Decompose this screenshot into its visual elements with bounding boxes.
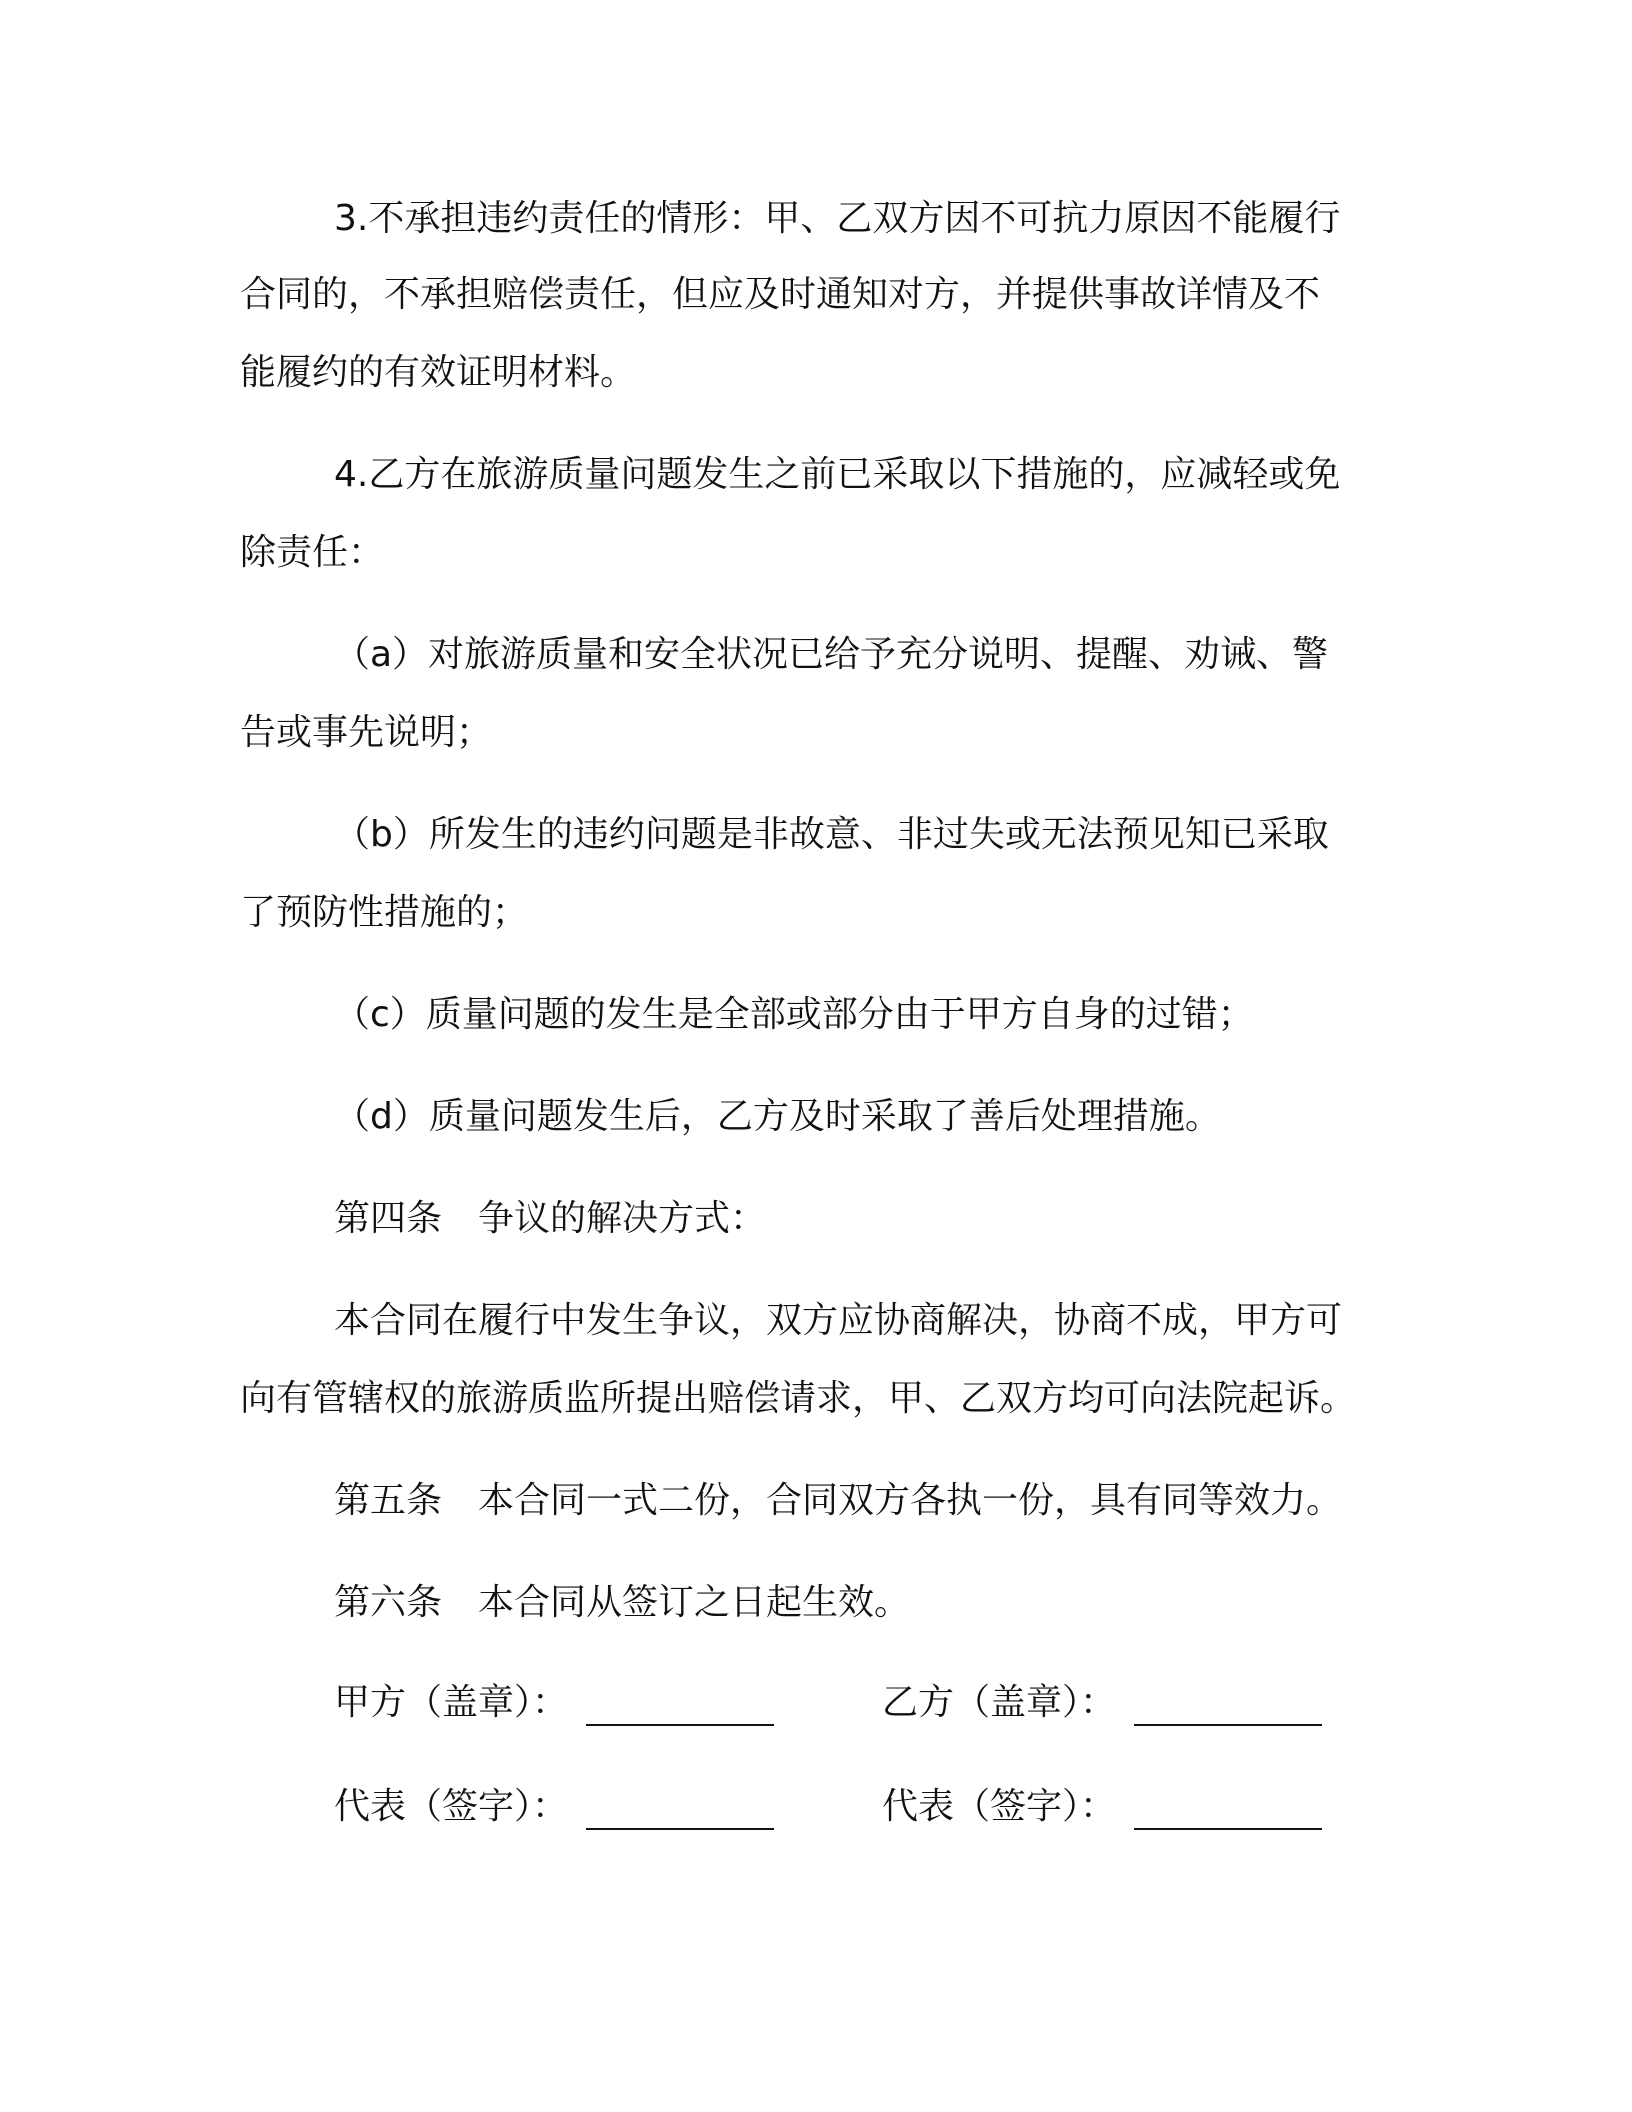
- party-b-seal-field: [882, 1680, 1322, 1726]
- party-a-seal-blank[interactable]: [586, 1692, 774, 1726]
- item-b-line-2: 了预防性措施的；: [240, 892, 529, 933]
- party-a-rep-blank[interactable]: [586, 1796, 774, 1830]
- clause-3-line-1: 3.不承担违约责任的情形：甲、乙双方因不可抗力原因不能履行: [334, 198, 1341, 239]
- clause-3-line-2: 合同的，不承担赔偿责任，但应及时通知对方，并提供事故详情及不: [240, 274, 1321, 315]
- party-b-seal-blank[interactable]: [1134, 1692, 1322, 1726]
- article-4-body-line-2: 向有管辖权的旅游质监所提出赔偿请求，甲、乙双方均可向法院起诉。: [240, 1378, 1357, 1419]
- item-c-line: （c）质量问题的发生是全部或部分由于甲方自身的过错；: [334, 994, 1254, 1035]
- clause-4-line-2: 除责任：: [240, 532, 385, 573]
- article-5: 第五条 本合同一式二份，合同双方各执一份，具有同等效力。: [334, 1480, 1343, 1521]
- party-a-seal-label: 甲方（盖章）：: [334, 1682, 569, 1723]
- party-a-rep-field: [334, 1784, 774, 1830]
- party-b-seal-label: 乙方（盖章）：: [882, 1682, 1117, 1723]
- item-a-line-1: （a）对旅游质量和安全状况已给予充分说明、提醒、劝诫、警: [334, 634, 1329, 675]
- item-d-line: （d）质量问题发生后，乙方及时采取了善后处理措施。: [334, 1096, 1221, 1137]
- party-b-rep-label: 代表（签字）：: [882, 1786, 1117, 1827]
- article-4-body-line-1: 本合同在履行中发生争议，双方应协商解决，协商不成，甲方可: [334, 1300, 1343, 1341]
- party-b-rep-blank[interactable]: [1134, 1796, 1322, 1830]
- party-a-seal-field: [334, 1680, 774, 1726]
- item-a-line-2: 告或事先说明；: [240, 712, 493, 753]
- article-6: 第六条 本合同从签订之日起生效。: [334, 1582, 911, 1623]
- representative-signature-row: [334, 1784, 1394, 1834]
- party-a-rep-label: 代表（签字）：: [334, 1786, 569, 1827]
- party-b-rep-field: [882, 1784, 1322, 1830]
- seal-signature-row: [334, 1680, 1394, 1730]
- clause-3-line-3: 能履约的有效证明材料。: [240, 352, 637, 393]
- item-b-line-1: （b）所发生的违约问题是非故意、非过失或无法预见知已采取: [334, 814, 1329, 855]
- article-4-heading: 第四条 争议的解决方式：: [334, 1198, 767, 1239]
- clause-4-line-1: 4.乙方在旅游质量问题发生之前已采取以下措施的，应减轻或免: [334, 454, 1341, 495]
